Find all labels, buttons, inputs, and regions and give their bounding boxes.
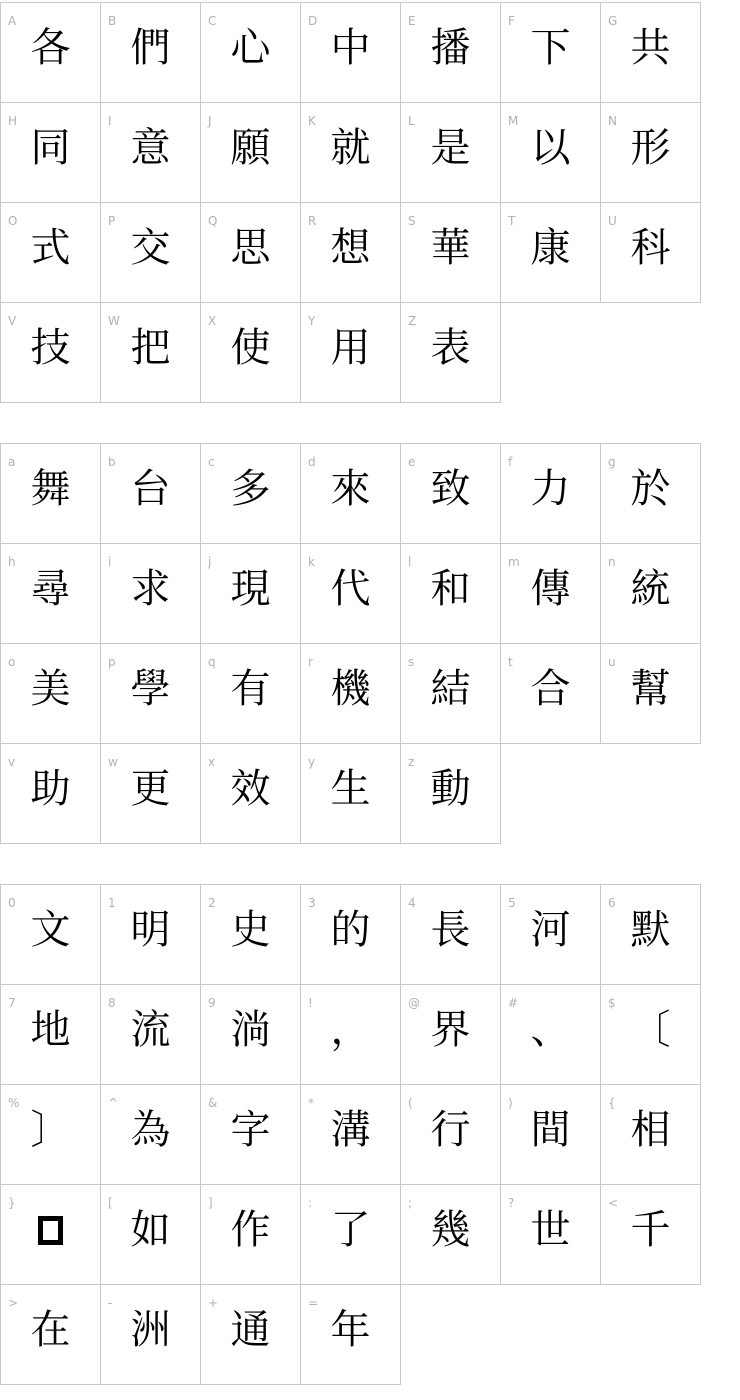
glyph-cell [201, 103, 301, 203]
cjk-glyph: 尋 [30, 566, 71, 612]
keycap-label: m [508, 555, 520, 569]
cjk-glyph: 共 [630, 25, 671, 71]
glyph-cell [401, 1185, 501, 1285]
glyph-cell [201, 885, 301, 985]
cjk-glyph: 們 [130, 25, 171, 71]
cjk-glyph: 求 [130, 566, 171, 612]
keycap-label: ] [208, 1196, 213, 1210]
cjk-glyph: 〔 [630, 1007, 671, 1053]
keycap-label: * [308, 1096, 314, 1110]
cjk-glyph: 是 [430, 125, 471, 171]
cjk-glyph: 各 [30, 25, 71, 71]
cjk-glyph: 用 [330, 325, 371, 371]
glyph-cell [301, 303, 401, 403]
cjk-glyph: 史 [230, 907, 271, 953]
keycap-label: [ [108, 1196, 113, 1210]
keycap-label: 3 [308, 896, 316, 910]
glyph-cell [301, 1185, 401, 1285]
glyph-cell [201, 3, 301, 103]
glyph-cell [201, 444, 301, 544]
cjk-glyph: 間 [530, 1107, 571, 1153]
keycap-label: > [8, 1296, 19, 1310]
keycap-label: b [108, 455, 116, 469]
cjk-glyph: 致 [430, 466, 471, 512]
cjk-glyph: 於 [630, 466, 671, 512]
cjk-glyph: 技 [30, 325, 71, 371]
cjk-glyph: 洲 [130, 1307, 171, 1353]
cjk-glyph: 千 [630, 1207, 671, 1253]
keycap-label: F [508, 14, 515, 28]
glyph-cell [601, 103, 701, 203]
cjk-glyph: 默 [630, 907, 671, 953]
cjk-glyph: 統 [630, 566, 671, 612]
cjk-glyph: 美 [30, 666, 71, 712]
glyph-cell [401, 744, 501, 844]
keycap-label: O [8, 214, 18, 228]
glyph-cell [601, 885, 701, 985]
keycap-label: a [8, 455, 16, 469]
keycap-label: p [108, 655, 116, 669]
keycap-label: % [8, 1096, 20, 1110]
glyph-cell [501, 103, 601, 203]
keycap-label: Z [408, 314, 417, 328]
glyph-cell [101, 544, 201, 644]
glyph-cell [301, 985, 401, 1085]
cjk-glyph: 更 [130, 766, 171, 812]
cjk-glyph: 力 [530, 466, 571, 512]
keycap-label: { [608, 1096, 616, 1110]
glyph-cell [301, 203, 401, 303]
glyph-cell [401, 3, 501, 103]
glyph-cell [1, 744, 101, 844]
keycap-label: $ [608, 996, 616, 1010]
keycap-label: + [208, 1296, 219, 1310]
keycap-label: G [608, 14, 618, 28]
glyph-cell [201, 203, 301, 303]
cjk-glyph: 康 [530, 225, 571, 271]
glyph-cell [1, 644, 101, 744]
glyph-cell [601, 644, 701, 744]
glyph-cell [201, 544, 301, 644]
glyph-cell [201, 1185, 301, 1285]
keycap-label: # [508, 996, 519, 1010]
cjk-glyph: 如 [130, 1207, 171, 1253]
cjk-glyph: 為 [130, 1107, 171, 1153]
keycap-label: w [108, 755, 118, 769]
cjk-glyph: 淌 [230, 1007, 271, 1053]
cjk-glyph: 動 [430, 766, 471, 812]
glyph-block-digits-and-symbols [0, 884, 701, 1385]
glyph-block-uppercase-letters [0, 2, 701, 403]
glyph-cell [601, 985, 701, 1085]
keycap-label: X [208, 314, 217, 328]
keycap-label: = [308, 1296, 319, 1310]
keycap-label: z [408, 755, 415, 769]
glyph-cell [501, 644, 601, 744]
glyph-cell [301, 1285, 401, 1385]
glyph-cell [201, 303, 301, 403]
glyph-cell [201, 1285, 301, 1385]
keycap-label: 1 [108, 896, 116, 910]
glyph-cell [101, 3, 201, 103]
keycap-label: k [308, 555, 315, 569]
cjk-glyph: 式 [30, 225, 71, 271]
glyph-cell [301, 444, 401, 544]
keycap-label: g [608, 455, 616, 469]
keycap-label: i [108, 555, 112, 569]
glyph-cell [401, 644, 501, 744]
keycap-label: < [608, 1196, 619, 1210]
keycap-label: f [508, 455, 513, 469]
keycap-label: u [608, 655, 616, 669]
keycap-label: P [108, 214, 116, 228]
cjk-glyph: 生 [330, 766, 371, 812]
keycap-label: d [308, 455, 316, 469]
glyph-cell [601, 1085, 701, 1185]
glyph-cell [101, 885, 201, 985]
cjk-glyph: 在 [30, 1307, 71, 1353]
cjk-glyph: 相 [630, 1107, 671, 1153]
glyph-cell [1, 985, 101, 1085]
cjk-glyph: 意 [130, 125, 171, 171]
cjk-glyph: 助 [30, 766, 71, 812]
cjk-glyph: 現 [230, 566, 271, 612]
cjk-glyph [1, 1210, 100, 1265]
keycap-label: Y [308, 314, 316, 328]
cjk-glyph: 年 [330, 1307, 371, 1353]
cjk-glyph: 表 [430, 325, 471, 371]
keycap-label: & [208, 1096, 218, 1110]
glyph-cell [301, 1085, 401, 1185]
glyph-cell [101, 985, 201, 1085]
cjk-glyph: 作 [230, 1207, 271, 1253]
keycap-label: 4 [408, 896, 416, 910]
glyph-cell [501, 885, 601, 985]
cjk-glyph: 了 [330, 1207, 371, 1253]
glyph-cell [401, 985, 501, 1085]
cjk-glyph: 溝 [330, 1107, 371, 1153]
glyph-cell [201, 744, 301, 844]
keycap-label: ? [508, 1196, 515, 1210]
keycap-label: 6 [608, 896, 616, 910]
glyph-cell [1, 1285, 101, 1385]
keycap-label: ) [508, 1096, 513, 1110]
keycap-label: c [208, 455, 215, 469]
keycap-label: W [108, 314, 120, 328]
keycap-label: x [208, 755, 216, 769]
glyph-cell [1, 203, 101, 303]
glyph-cell [101, 203, 201, 303]
cjk-glyph: 有 [230, 666, 271, 712]
cjk-glyph: 結 [430, 666, 471, 712]
cjk-glyph: 交 [130, 225, 171, 271]
cjk-glyph: 舞 [30, 466, 71, 512]
glyph-cell [401, 203, 501, 303]
glyph-cell [301, 544, 401, 644]
cjk-glyph: 河 [530, 907, 571, 953]
cjk-glyph: 界 [430, 1007, 471, 1053]
cjk-glyph: 思 [230, 225, 271, 271]
glyph-cell [501, 1085, 601, 1185]
glyph-cell [1, 1185, 101, 1285]
glyph-cell [501, 544, 601, 644]
glyph-cell [201, 985, 301, 1085]
keycap-label: V [8, 314, 17, 328]
glyph-cell [501, 3, 601, 103]
glyph-cell [201, 644, 301, 744]
keycap-label: B [108, 14, 117, 28]
cjk-glyph: 心 [230, 25, 271, 71]
keycap-label: U [608, 214, 617, 228]
glyph-cell [501, 985, 601, 1085]
cjk-glyph: 科 [630, 225, 671, 271]
cjk-glyph: 合 [530, 666, 571, 712]
glyph-cell [101, 1185, 201, 1285]
glyph-cell [601, 203, 701, 303]
keycap-label: E [408, 14, 416, 28]
keycap-label: C [208, 14, 217, 28]
glyph-cell [601, 3, 701, 103]
glyph-cell [301, 644, 401, 744]
cjk-glyph: 〕 [30, 1107, 71, 1153]
cjk-glyph: 來 [330, 466, 371, 512]
cjk-glyph: 下 [530, 25, 571, 71]
keycap-label: R [308, 214, 317, 228]
keycap-label: @ [408, 996, 420, 1010]
cjk-glyph: 行 [430, 1107, 471, 1153]
cjk-glyph: 的 [330, 907, 371, 953]
cjk-glyph: 同 [30, 125, 71, 171]
glyph-cell [101, 1085, 201, 1185]
glyph-cell [201, 1085, 301, 1185]
cjk-glyph: 使 [230, 325, 271, 371]
keycap-label: D [308, 14, 318, 28]
cjk-glyph: 流 [130, 1007, 171, 1053]
keycap-label: 2 [208, 896, 216, 910]
keycap-label: q [208, 655, 216, 669]
cjk-glyph: 幾 [430, 1207, 471, 1253]
cjk-glyph: 形 [630, 125, 671, 171]
glyph-cell [101, 744, 201, 844]
keycap-label: e [408, 455, 416, 469]
keycap-label: 9 [208, 996, 216, 1010]
keycap-label: T [508, 214, 516, 228]
keycap-label: Q [208, 214, 218, 228]
cjk-glyph: 長 [430, 907, 471, 953]
keycap-label: 0 [8, 896, 16, 910]
cjk-glyph: 播 [430, 25, 471, 71]
cjk-glyph: 就 [330, 125, 371, 171]
cjk-glyph: 文 [30, 907, 71, 953]
keycap-label: h [8, 555, 16, 569]
keycap-label: ! [308, 996, 313, 1010]
cjk-glyph: 多 [230, 466, 271, 512]
keycap-label: 7 [8, 996, 16, 1010]
cjk-glyph: 學 [130, 666, 171, 712]
cjk-glyph: 中 [330, 25, 371, 71]
keycap-label: : [308, 1196, 313, 1210]
glyph-cell [101, 444, 201, 544]
glyph-cell [301, 103, 401, 203]
glyph-cell [401, 303, 501, 403]
cjk-glyph: 和 [430, 566, 471, 612]
cjk-glyph: 效 [230, 766, 271, 812]
glyph-cell [101, 644, 201, 744]
glyph-block-lowercase-letters [0, 443, 701, 844]
glyph-cell [401, 885, 501, 985]
glyph-cell [1, 103, 101, 203]
keycap-label: ^ [108, 1096, 119, 1110]
glyph-cell [401, 1085, 501, 1185]
keycap-label: v [8, 755, 16, 769]
keycap-label: s [408, 655, 415, 669]
keycap-label: 5 [508, 896, 516, 910]
keycap-label: S [408, 214, 416, 228]
cjk-glyph: 願 [230, 125, 271, 171]
keycap-label: o [8, 655, 16, 669]
cjk-glyph: 想 [330, 225, 371, 271]
keycap-label: ( [408, 1096, 413, 1110]
glyph-cell [1, 444, 101, 544]
glyph-cell [101, 103, 201, 203]
keycap-label: I [108, 114, 112, 128]
cjk-glyph: ， [330, 1007, 371, 1053]
cjk-glyph: 機 [330, 666, 371, 712]
glyph-cell [501, 203, 601, 303]
cjk-glyph: 幫 [630, 666, 671, 712]
glyph-cell [1, 1085, 101, 1185]
glyph-cell [501, 444, 601, 544]
keycap-label: y [308, 755, 316, 769]
glyph-cell [601, 544, 701, 644]
keycap-label: A [8, 14, 17, 28]
glyph-cell [301, 885, 401, 985]
glyph-cell [101, 303, 201, 403]
glyph-cell [1, 303, 101, 403]
cjk-glyph: 華 [430, 225, 471, 271]
keycap-label: H [8, 114, 18, 128]
glyph-cell [401, 103, 501, 203]
keycap-label: l [408, 555, 412, 569]
glyph-cell [601, 444, 701, 544]
glyph-cell [601, 1185, 701, 1285]
glyph-cell [401, 544, 501, 644]
cjk-glyph: 把 [130, 325, 171, 371]
cjk-glyph: 明 [130, 907, 171, 953]
cjk-glyph: 台 [130, 466, 171, 512]
glyph-cell [401, 444, 501, 544]
glyph-cell [1, 544, 101, 644]
glyph-cell [501, 1185, 601, 1285]
cjk-glyph: 通 [230, 1307, 271, 1353]
keycap-label: K [308, 114, 316, 128]
cjk-glyph: 世 [530, 1207, 571, 1253]
keycap-label: n [608, 555, 616, 569]
keycap-label: J [208, 114, 212, 128]
glyph-cell [1, 3, 101, 103]
keycap-label: 8 [108, 996, 116, 1010]
cjk-glyph: 代 [330, 566, 371, 612]
keycap-label: N [608, 114, 617, 128]
keycap-label: L [408, 114, 415, 128]
keycap-label: j [208, 555, 212, 569]
keycap-label: ; [408, 1196, 413, 1210]
glyph-cell [101, 1285, 201, 1385]
cjk-glyph: 傳 [530, 566, 571, 612]
cjk-glyph: 、 [530, 1007, 571, 1053]
glyph-cell [1, 885, 101, 985]
keycap-label: M [508, 114, 519, 128]
keycap-label: r [308, 655, 313, 669]
keycap-label: - [108, 1296, 113, 1310]
cjk-glyph: 字 [230, 1107, 271, 1153]
cjk-glyph: 地 [30, 1007, 71, 1053]
keycap-label: } [8, 1196, 16, 1210]
cjk-glyph: 以 [530, 125, 571, 171]
keycap-label: t [508, 655, 513, 669]
glyph-cell [301, 3, 401, 103]
glyph-cell [301, 744, 401, 844]
